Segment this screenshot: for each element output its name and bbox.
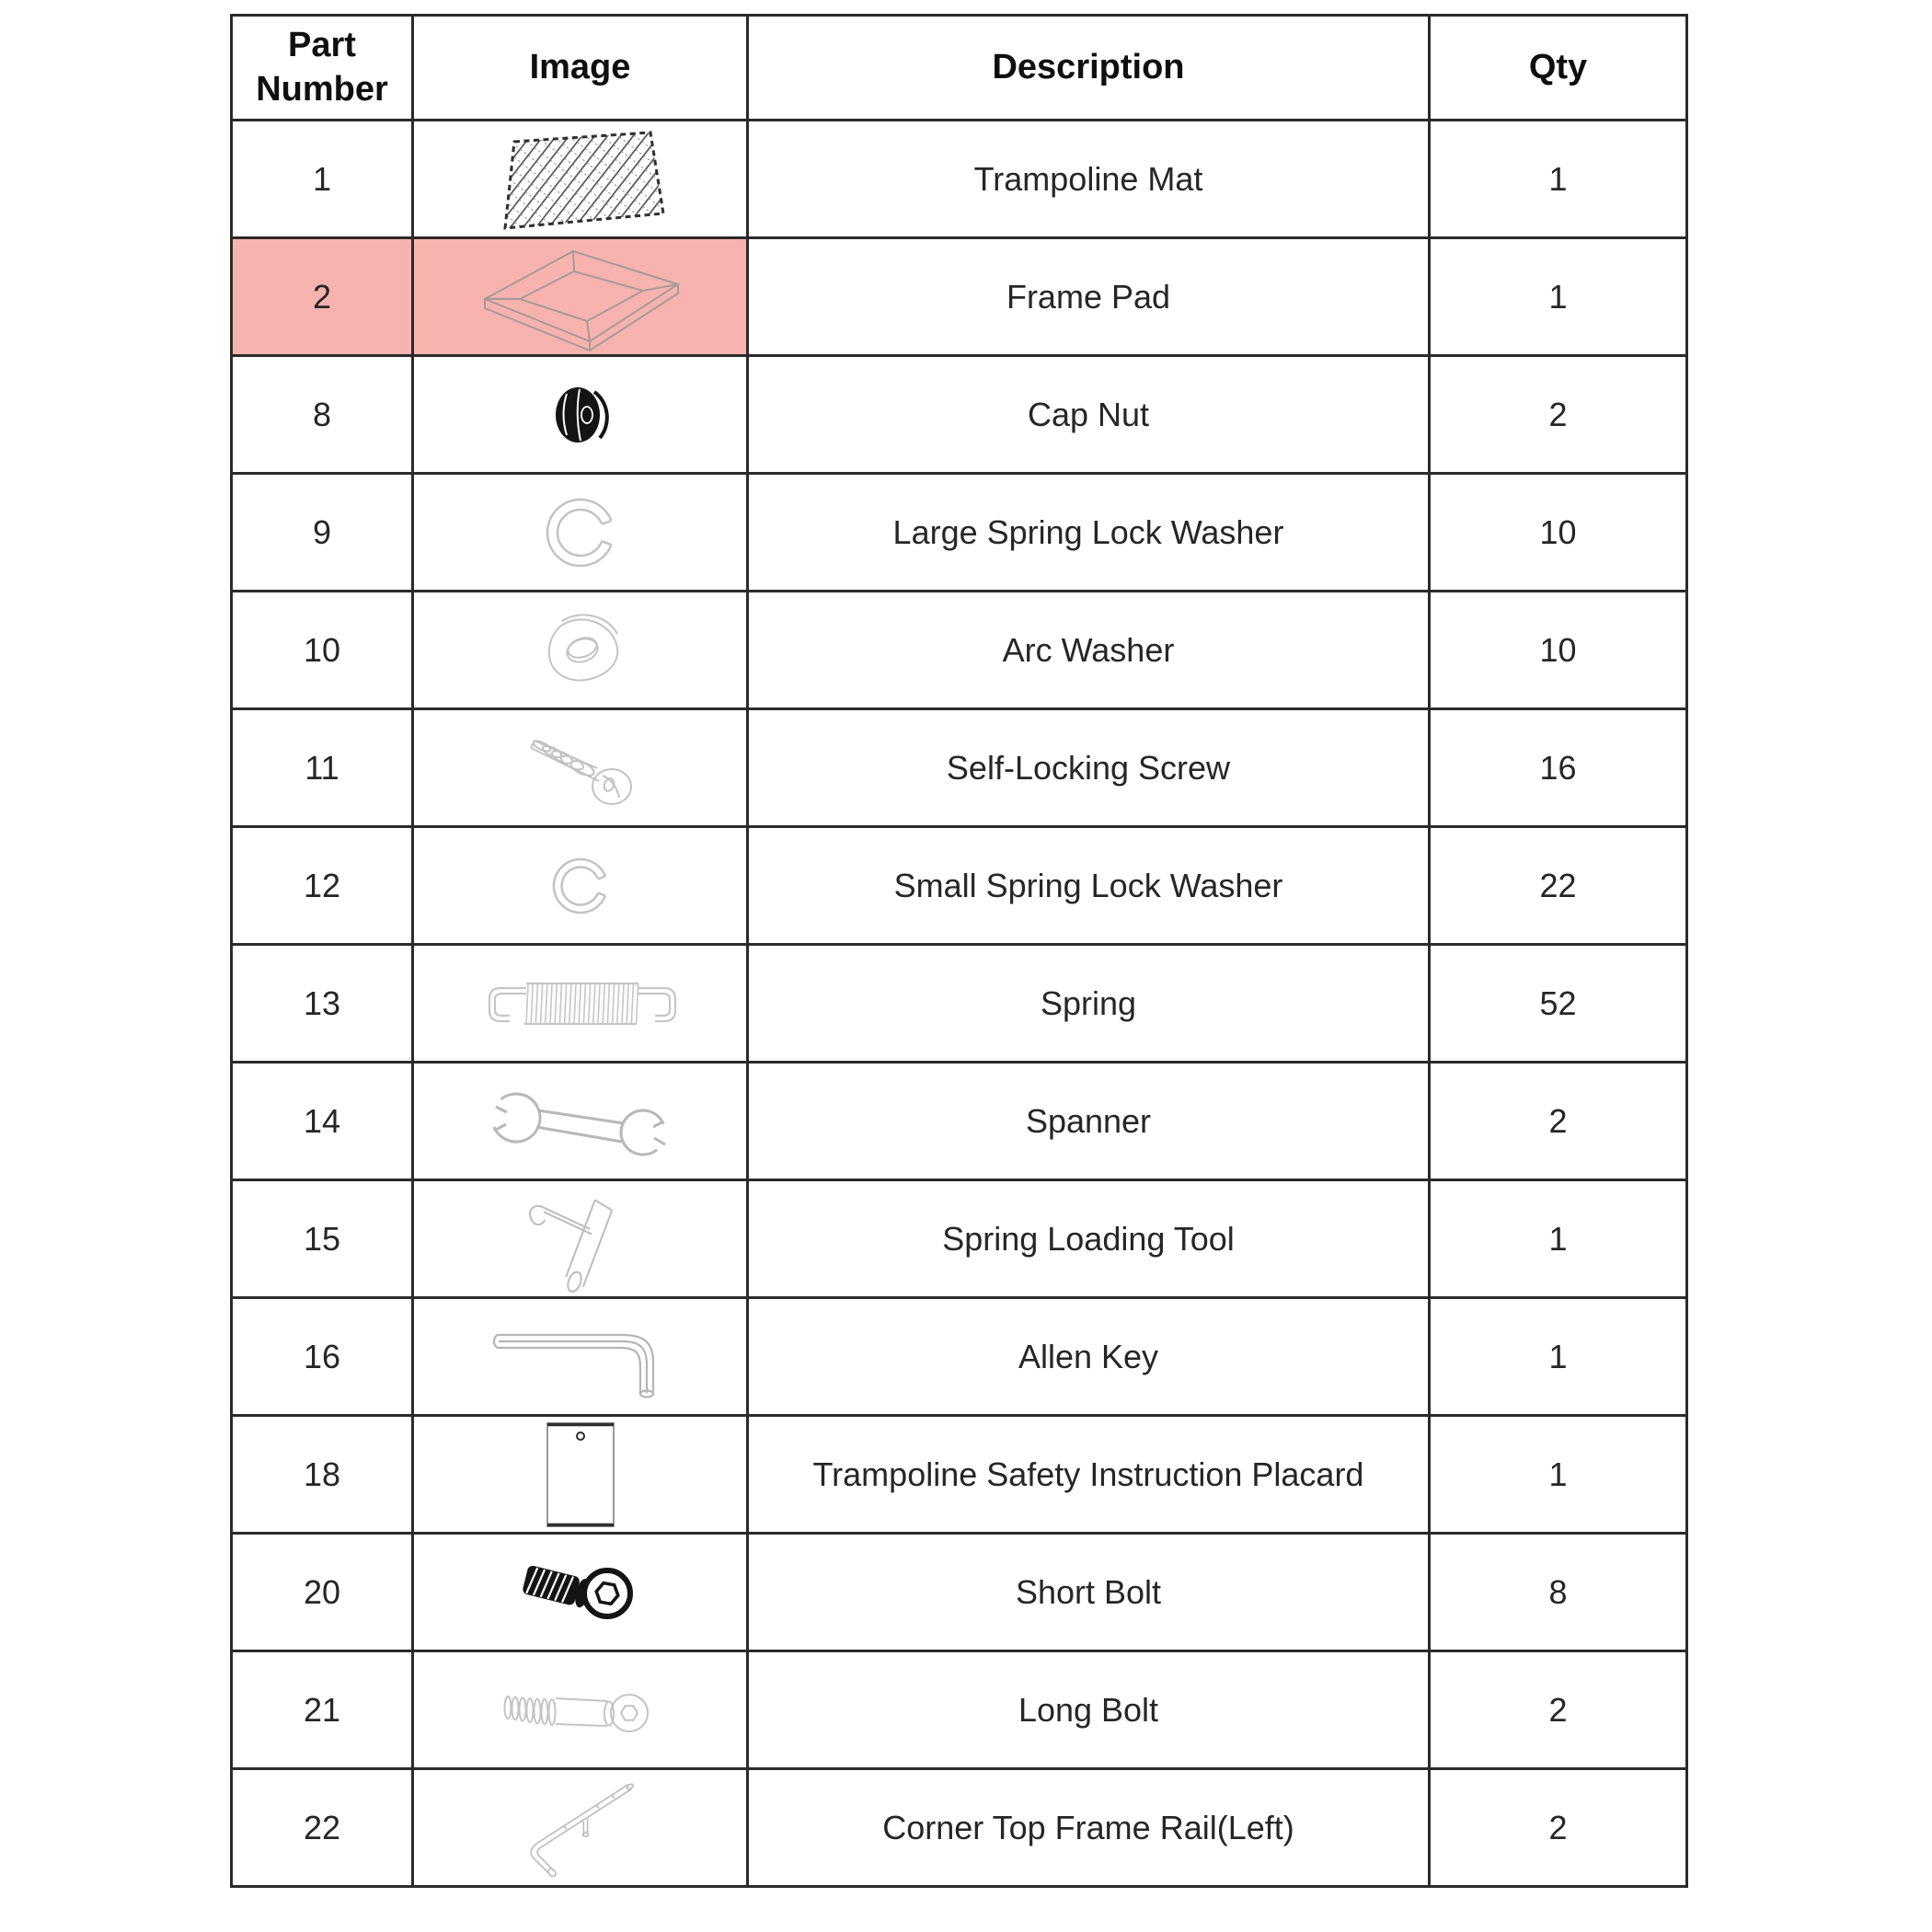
table-row [232, 1534, 1687, 1651]
description-cell: Large Spring Lock Washer [748, 474, 1430, 592]
self-locking-screw-drawing [518, 728, 642, 809]
spanner-drawing [479, 1066, 682, 1177]
allen-key-drawing [486, 1311, 674, 1403]
part-image-cell [413, 1063, 748, 1180]
description-cell: Frame Pad [748, 238, 1430, 356]
trampoline-mat-drawing [481, 125, 679, 234]
qty-cell: 2 [1430, 1651, 1687, 1769]
part-number-cell: 11 [232, 709, 413, 827]
description-cell: Long Bolt [748, 1651, 1430, 1769]
part-number-cell: 9 [232, 474, 413, 592]
description-cell: Spring Loading Tool [748, 1180, 1430, 1298]
table-row [232, 945, 1687, 1063]
parts-table-container [230, 14, 1688, 1888]
part-image-cell [413, 1180, 748, 1298]
description-cell: Small Spring Lock Washer [748, 827, 1430, 945]
part-number-cell: 12 [232, 827, 413, 945]
qty-cell: 52 [1430, 945, 1687, 1063]
parts-table [230, 14, 1688, 1888]
column-header-part-number: Part Number [232, 16, 413, 121]
part-image-cell [413, 474, 748, 592]
short-bolt-drawing [518, 1551, 642, 1634]
table-row [232, 1063, 1687, 1180]
description-cell: Spring [748, 945, 1430, 1063]
part-image-cell [413, 1298, 748, 1416]
qty-cell: 1 [1430, 1298, 1687, 1416]
part-number-cell: 20 [232, 1534, 413, 1651]
table-row [232, 1180, 1687, 1298]
part-image-cell [413, 356, 748, 474]
part-image-cell [413, 1534, 748, 1651]
part-number-cell: 22 [232, 1769, 413, 1887]
table-row [232, 1769, 1687, 1887]
description-cell: Trampoline Mat [748, 121, 1430, 238]
table-row [232, 1298, 1687, 1416]
long-bolt-drawing [495, 1678, 665, 1742]
qty-cell: 16 [1430, 709, 1687, 827]
description-cell: Short Bolt [748, 1534, 1430, 1651]
qty-cell: 1 [1430, 238, 1687, 356]
qty-cell: 2 [1430, 356, 1687, 474]
description-cell: Spanner [748, 1063, 1430, 1180]
table-row [232, 827, 1687, 945]
table-row [232, 474, 1687, 592]
spring-loading-tool-drawing [512, 1181, 650, 1296]
qty-cell: 2 [1430, 1063, 1687, 1180]
part-number-cell: 18 [232, 1416, 413, 1534]
part-image-cell [413, 1651, 748, 1769]
header-row [232, 16, 1687, 121]
part-number-cell: 13 [232, 945, 413, 1063]
arc-washer-drawing [535, 610, 627, 691]
part-number-cell-highlighted: 2 [232, 238, 413, 356]
description-cell: Cap Nut [748, 356, 1430, 474]
column-header-qty: Qty [1430, 16, 1687, 121]
qty-cell: 1 [1430, 121, 1687, 238]
table-row [232, 356, 1687, 474]
part-number-cell: 14 [232, 1063, 413, 1180]
table-row [232, 709, 1687, 827]
safety-placard-drawing [542, 1418, 619, 1532]
description-cell: Corner Top Frame Rail(Left) [748, 1769, 1430, 1887]
qty-cell: 10 [1430, 592, 1687, 709]
column-header-description: Description [748, 16, 1430, 121]
description-cell: Arc Washer [748, 592, 1430, 709]
description-cell: Trampoline Safety Instruction Placard [748, 1416, 1430, 1534]
large-spring-lock-washer-drawing [535, 487, 627, 579]
cap-nut-drawing [552, 383, 609, 447]
part-number-cell: 15 [232, 1180, 413, 1298]
qty-cell: 10 [1430, 474, 1687, 592]
description-cell: Allen Key [748, 1298, 1430, 1416]
table-row [232, 1416, 1687, 1534]
table-row [232, 121, 1687, 238]
part-image-cell [413, 827, 748, 945]
part-image-cell [413, 121, 748, 238]
qty-cell: 2 [1430, 1769, 1687, 1887]
qty-cell: 1 [1430, 1180, 1687, 1298]
part-number-cell: 16 [232, 1298, 413, 1416]
part-number-cell: 21 [232, 1651, 413, 1769]
part-image-cell [413, 709, 748, 827]
part-number-cell: 1 [232, 121, 413, 238]
part-image-cell [413, 945, 748, 1063]
small-spring-lock-washer-drawing [535, 840, 627, 932]
table-row [232, 238, 1687, 356]
table-row [232, 1651, 1687, 1769]
part-image-cell [413, 1416, 748, 1534]
qty-cell: 1 [1430, 1416, 1687, 1534]
description-cell: Self-Locking Screw [748, 709, 1430, 827]
frame-pad-drawing [470, 240, 691, 354]
qty-cell: 22 [1430, 827, 1687, 945]
part-image-cell [413, 1769, 748, 1887]
part-image-cell [413, 592, 748, 709]
corner-top-frame-rail-drawing [489, 1772, 673, 1884]
spring-drawing [458, 970, 702, 1038]
qty-cell: 8 [1430, 1534, 1687, 1651]
column-header-image: Image [413, 16, 748, 121]
part-image-cell-highlighted [413, 238, 748, 356]
table-row [232, 592, 1687, 709]
part-number-cell: 8 [232, 356, 413, 474]
part-number-cell: 10 [232, 592, 413, 709]
